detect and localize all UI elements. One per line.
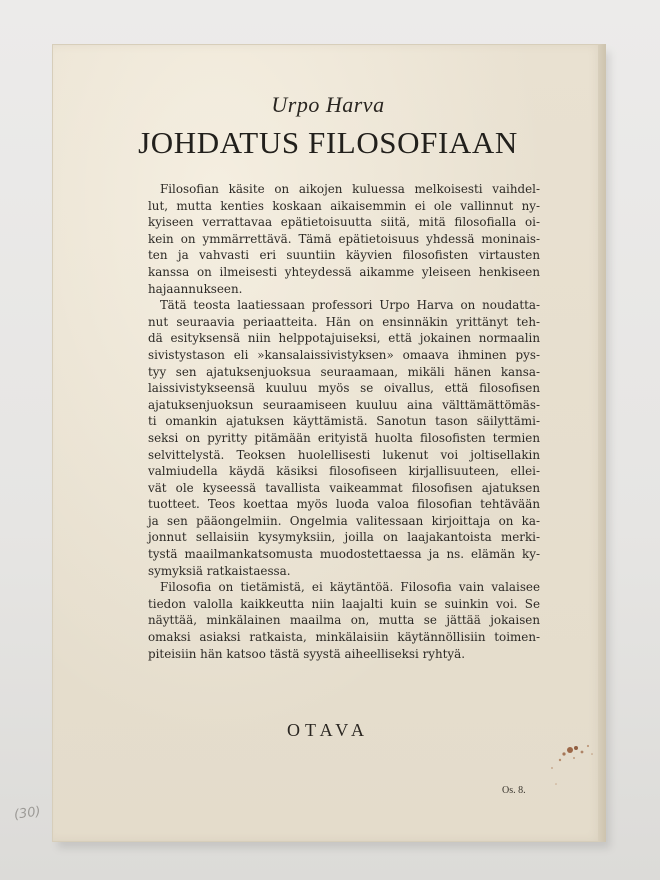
text-line: kanssa on ilmeisesti yhteydessä aikamme yleiseen henkiseen — [148, 264, 540, 279]
paragraph-3 — [148, 579, 540, 662]
text-line: tiedon valolla kaikkeutta niin laajalti kuin se suinkin voi. Se — [148, 596, 540, 611]
text-line: seksi on pyritty pitämään erityistä huolta filosofisten termien — [148, 430, 540, 445]
text-line: piteisiin hän katsoo tästä syystä aiheelliseksi ryhtyä. — [148, 646, 466, 661]
publisher-name: OTAVA — [287, 720, 369, 740]
text-line: dä esityksensä niin helppotajuiseksi, että jokainen normaalin — [148, 331, 540, 346]
text-line: ajatuksenjuoksun seuraamiseen kuuluu aina välttämättömäs- — [148, 397, 540, 412]
text-line: tyy sen ajatuksenjuoksua seuraamaan, mikäli hänen kansa- — [148, 364, 540, 379]
text-line: vät ole kyseessä tavallista vaikeammat filosofisen ajatuksen — [148, 480, 540, 495]
blurb-text — [148, 181, 540, 662]
text-line: tuotteet. Teos koettaa myös luoda valoa filosofian tehtävään — [148, 497, 540, 512]
text-line: ja sen pääongelmiin. Ongelmia valitessaan kirjoittaja on ka- — [148, 513, 540, 528]
text-line: Filosofian käsite on aikojen kuluessa melkoisesti vaihdel- — [160, 182, 540, 196]
text-line: kein on ymmärrettävä. Tämä epätietoisuus yhdessä moninais- — [148, 231, 540, 246]
text-line: valmiudella käydä käsiksi filosofiseen kirjallisuuteen, ellei- — [148, 464, 540, 479]
text-line: sivistystason eli »kansalaissivistyksen» omaava ihminen pys- — [148, 347, 540, 362]
foxing-stain — [530, 738, 600, 798]
catalog-code: Os. 8. — [502, 785, 526, 796]
text-line: selvittelystä. Teoksen huolellisesti lukenut voi joltisellakin — [148, 447, 540, 462]
text-line: hajaannukseen. — [148, 281, 243, 296]
text-line: nut seuraavia periaatteita. Hän on ensinnäkin yrittänyt teh- — [148, 314, 540, 329]
text-line: laissivistykseensä kuuluu myös se oivallus, että filosofisen — [148, 381, 540, 396]
paragraph-1 — [148, 181, 540, 297]
text-line: symyksiä ratkaistaessa. — [148, 563, 291, 578]
book-page-edge — [598, 44, 606, 842]
text-line: ten ja vahvasti eri suuntiin käyvien filosofisten virtausten — [148, 248, 540, 263]
text-line: ti omankin ajatuksen käyttämistä. Sanotun tason säilyttämi- — [148, 414, 540, 429]
pencil-mark: (30) — [13, 804, 42, 823]
author-name: Urpo Harva — [271, 92, 385, 117]
text-line: Filosofia on tietämistä, ei käytäntöä. Filosofia vain valaisee — [160, 580, 540, 595]
paragraph-2 — [148, 297, 540, 579]
book-back-cover — [52, 44, 604, 842]
text-line: tystä maailmankatsomusta muodostettaessa ja ns. elämän ky- — [148, 547, 540, 562]
text-line: Tätä teosta laatiessaan professori Urpo Harva on noudatta- — [160, 298, 540, 313]
text-line: omaksi asiaksi ratkaista, minkälaisiin käytännöllisiin toimen- — [148, 630, 540, 645]
text-line: näyttää, minkälainen maailma on, mutta se jättää jokaisen — [148, 613, 540, 628]
text-line: jonnut sellaisiin kysymyksiin, joilla on laajakantoista merki- — [148, 530, 540, 545]
text-line: lut, mutta kenties koskaan aikaisemmin ei ole vallinnut ny- — [148, 198, 540, 213]
book-title: JOHDATUS FILOSOFIAAN — [138, 125, 518, 160]
text-line: kyiseen verrattavaa epätietoisuutta siitä, mitä filosofialla oi- — [148, 215, 540, 230]
